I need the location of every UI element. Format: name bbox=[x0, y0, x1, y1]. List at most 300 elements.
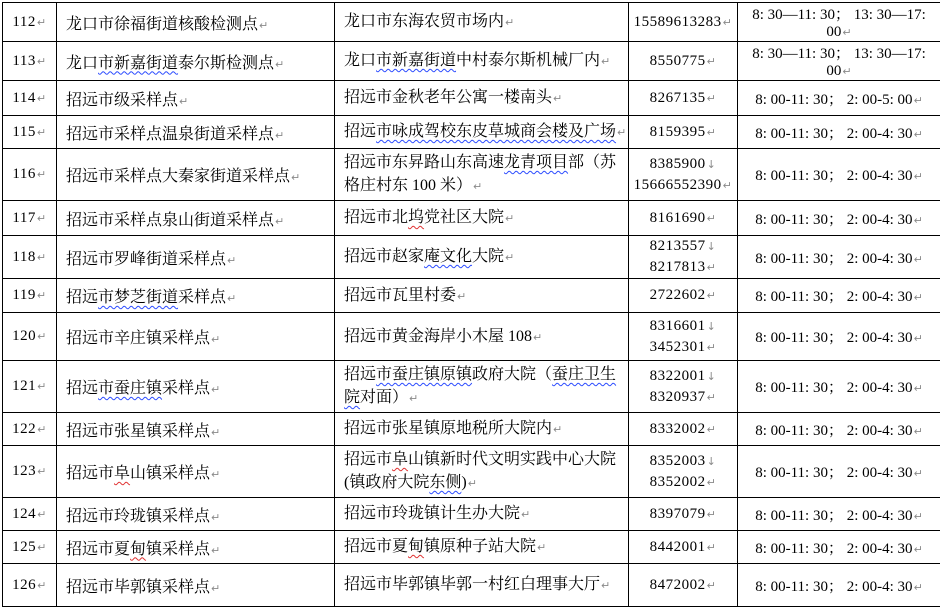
text-segment-blue-underline: 蚕庄卫生 bbox=[552, 366, 616, 383]
text-segment: 招远市毕郭镇采样点 bbox=[66, 579, 210, 596]
phone-cell bbox=[629, 201, 738, 236]
row-number-cell bbox=[3, 42, 57, 81]
row-number-cell bbox=[3, 149, 57, 201]
service-hours: 8: 00-11: 30； 2: 00-5: 00 bbox=[755, 92, 912, 108]
phone-number: 15666552390 bbox=[634, 177, 722, 193]
text-segment: 招远市赵家 bbox=[344, 248, 424, 265]
phone-line bbox=[629, 88, 737, 109]
address-line bbox=[344, 471, 628, 495]
paragraph-mark-icon: ↵ bbox=[707, 289, 717, 302]
phone-line bbox=[629, 208, 737, 229]
phone-line bbox=[629, 51, 737, 72]
row-number: 116 bbox=[12, 166, 35, 182]
phone-line bbox=[629, 285, 737, 306]
text-segment-blue-underline: 市新嘉街道 bbox=[98, 55, 178, 72]
site-name-cell bbox=[57, 361, 335, 413]
site-name-cell bbox=[57, 498, 335, 531]
row-number: 126 bbox=[12, 577, 36, 593]
phone-number: 8161690 bbox=[650, 210, 706, 226]
phone-line bbox=[629, 387, 737, 408]
phone-number: 8442001 bbox=[650, 539, 706, 555]
paragraph-mark-icon: ↵ bbox=[457, 290, 466, 303]
text-segment: 政府大院（ bbox=[472, 366, 552, 383]
text-segment-red-underline: 阜 bbox=[114, 465, 130, 482]
address-cell bbox=[335, 201, 629, 236]
phone-number: 8316601 bbox=[650, 318, 706, 334]
phone-cell bbox=[629, 3, 738, 42]
table-row bbox=[3, 564, 940, 607]
text-segment: 招远市采样点温泉街道采样点 bbox=[66, 126, 274, 143]
text-segment: 招远市东昇路山东高速 bbox=[344, 154, 504, 171]
testing-points-table bbox=[2, 2, 940, 607]
row-number-cell bbox=[3, 498, 57, 531]
site-name-cell bbox=[57, 564, 335, 607]
row-number-cell bbox=[3, 3, 57, 42]
text-segment-blue-underline: 市蚕庄镇 bbox=[98, 380, 162, 397]
site-name-cell bbox=[57, 279, 335, 313]
phone-cell bbox=[629, 81, 738, 116]
hours-cell bbox=[738, 313, 940, 361]
phone-number: 3452301 bbox=[650, 339, 706, 355]
line-break-mark-icon: ↓ bbox=[707, 320, 717, 333]
table-row bbox=[3, 531, 940, 564]
hours-cell bbox=[738, 149, 940, 201]
service-hours: 8: 00-11: 30； 2: 00-4: 30 bbox=[755, 541, 912, 557]
line-break-mark-icon: ↓ bbox=[707, 240, 717, 253]
table-row bbox=[3, 42, 940, 81]
text-segment: 招远 bbox=[344, 123, 376, 140]
phone-number: 15589613283 bbox=[634, 14, 722, 30]
table-row bbox=[3, 446, 940, 498]
phone-line bbox=[629, 472, 737, 493]
document-page bbox=[2, 2, 940, 607]
paragraph-mark-icon: ↵ bbox=[537, 541, 546, 554]
paragraph-mark-icon: ↵ bbox=[707, 391, 717, 404]
paragraph-mark-icon: ↵ bbox=[707, 92, 717, 105]
phone-number: 8217813 bbox=[650, 259, 706, 275]
paragraph-mark-icon: ↵ bbox=[211, 544, 220, 557]
hours-cell bbox=[738, 201, 940, 236]
text-segment: 中村泰尔斯机械厂内 bbox=[456, 52, 600, 69]
address-cell bbox=[335, 236, 629, 279]
text-segment: 镇原种子站大院 bbox=[424, 538, 536, 555]
paragraph-mark-icon: ↵ bbox=[553, 423, 562, 436]
paragraph-mark-icon: ↵ bbox=[37, 423, 47, 436]
phone-cell bbox=[629, 498, 738, 531]
phone-line bbox=[629, 316, 737, 337]
address-cell bbox=[335, 498, 629, 531]
text-segment: 招远市张星镇原地税所大院内 bbox=[344, 420, 552, 437]
address-line bbox=[344, 448, 628, 471]
paragraph-mark-icon: ↵ bbox=[37, 251, 47, 264]
table-row bbox=[3, 149, 940, 201]
text-segment: 采样点 bbox=[178, 289, 226, 306]
text-segment: 招远市采样点大秦家街道采样点 bbox=[66, 168, 290, 185]
text-segment-red-underline: 甸 bbox=[408, 538, 424, 555]
table-row bbox=[3, 81, 940, 116]
text-segment-red-underline: 坞 bbox=[408, 209, 424, 226]
row-number: 122 bbox=[12, 421, 36, 437]
text-segment: 招远市张星镇采样点 bbox=[66, 423, 210, 440]
table-row bbox=[3, 201, 940, 236]
phone-number: 8397079 bbox=[650, 506, 706, 522]
address-line bbox=[344, 573, 628, 597]
paragraph-mark-icon: ↵ bbox=[505, 251, 514, 264]
address-line bbox=[344, 151, 628, 174]
text-segment: 山镇新时代文明实践中心大院 bbox=[408, 451, 616, 468]
hours-cell bbox=[738, 498, 940, 531]
line-break-mark-icon: ↓ bbox=[707, 455, 717, 468]
service-hours: 8: 00-11: 30； 2: 00-4: 30 bbox=[755, 465, 912, 481]
service-hours: 8: 00-11: 30； 2: 00-4: 30 bbox=[755, 126, 912, 142]
paragraph-mark-icon: ↵ bbox=[275, 215, 284, 228]
text-segment: 招远市级采样点 bbox=[66, 92, 178, 109]
paragraph-mark-icon: ↵ bbox=[211, 511, 220, 524]
table-row bbox=[3, 3, 940, 42]
paragraph-mark-icon: ↵ bbox=[707, 55, 717, 68]
site-name-cell bbox=[57, 42, 335, 81]
paragraph-mark-icon: ↵ bbox=[37, 212, 47, 225]
site-name-cell bbox=[57, 313, 335, 361]
table-row bbox=[3, 413, 940, 446]
address-line bbox=[344, 174, 628, 198]
table-row bbox=[3, 236, 940, 279]
phone-number: 8322001 bbox=[650, 368, 706, 384]
paragraph-mark-icon: ↵ bbox=[723, 16, 733, 29]
phone-cell bbox=[629, 116, 738, 149]
phone-number: 8320937 bbox=[650, 389, 706, 405]
paragraph-mark-icon: ↵ bbox=[37, 92, 47, 105]
paragraph-mark-icon: ↵ bbox=[259, 19, 268, 32]
row-number-cell bbox=[3, 531, 57, 564]
row-number-cell bbox=[3, 236, 57, 279]
address-cell bbox=[335, 116, 629, 149]
phone-line bbox=[629, 236, 737, 257]
table-body bbox=[3, 3, 940, 607]
address-line bbox=[344, 386, 628, 410]
paragraph-mark-icon: ↵ bbox=[553, 92, 562, 105]
text-segment: 招远市金秋老年公寓一楼南头 bbox=[344, 89, 552, 106]
row-number: 113 bbox=[12, 53, 35, 69]
phone-cell bbox=[629, 413, 738, 446]
text-segment-blue-underline: 东侧 bbox=[429, 474, 461, 491]
text-segment: 山镇采样点 bbox=[130, 465, 210, 482]
text-segment: 龙口市东海农贸市场内 bbox=[344, 13, 504, 30]
hours-cell bbox=[738, 279, 940, 313]
text-segment: 招远市 bbox=[66, 465, 114, 482]
text-segment: 招远 bbox=[344, 366, 376, 383]
address-line bbox=[344, 284, 628, 308]
address-line bbox=[344, 363, 628, 386]
text-segment: 部（苏 bbox=[568, 154, 616, 171]
paragraph-mark-icon: ↵ bbox=[914, 94, 923, 107]
paragraph-mark-icon: ↵ bbox=[914, 332, 923, 345]
table-row bbox=[3, 361, 940, 413]
paragraph-mark-icon: ↵ bbox=[291, 171, 300, 184]
text-segment: 招远市辛庄镇采样点 bbox=[66, 330, 210, 347]
site-name-cell bbox=[57, 413, 335, 446]
phone-number: 8550775 bbox=[650, 53, 706, 69]
paragraph-mark-icon: ↵ bbox=[707, 541, 717, 554]
text-segment: 招远市罗峰街道采样点 bbox=[66, 251, 226, 268]
phone-number: 8159395 bbox=[650, 124, 706, 140]
paragraph-mark-icon: ↵ bbox=[601, 55, 610, 68]
address-cell bbox=[335, 3, 629, 42]
text-segment-blue-underline: 市蚕庄镇原镇 bbox=[376, 366, 472, 383]
text-segment: 泰尔斯检测点 bbox=[178, 55, 274, 72]
phone-line bbox=[629, 575, 737, 596]
text-segment-blue-underline: 龙青项目 bbox=[504, 154, 568, 171]
paragraph-mark-icon: ↵ bbox=[533, 331, 542, 344]
paragraph-mark-icon: ↵ bbox=[707, 423, 717, 436]
service-hours: 8: 30—11: 30； 13: 30—17: 00 bbox=[752, 7, 926, 40]
text-segment-red-underline: 甸 bbox=[130, 541, 146, 558]
phone-cell bbox=[629, 564, 738, 607]
hours-cell bbox=[738, 446, 940, 498]
paragraph-mark-icon: ↵ bbox=[707, 212, 717, 225]
text-segment: ) bbox=[461, 474, 466, 491]
row-number: 124 bbox=[12, 506, 36, 522]
hours-cell bbox=[738, 42, 940, 81]
address-cell bbox=[335, 149, 629, 201]
site-name-cell bbox=[57, 81, 335, 116]
paragraph-mark-icon: ↵ bbox=[617, 126, 626, 139]
row-number-cell bbox=[3, 564, 57, 607]
address-cell bbox=[335, 42, 629, 81]
line-break-mark-icon: ↓ bbox=[707, 370, 717, 383]
service-hours: 8: 00-11: 30； 2: 00-4: 30 bbox=[755, 508, 912, 524]
row-number: 119 bbox=[12, 287, 35, 303]
site-name-cell bbox=[57, 201, 335, 236]
paragraph-mark-icon: ↵ bbox=[468, 477, 477, 490]
phone-line bbox=[629, 504, 737, 525]
phone-line bbox=[629, 337, 737, 358]
address-cell bbox=[335, 361, 629, 413]
row-number-cell bbox=[3, 279, 57, 313]
text-segment: 招远 bbox=[66, 380, 98, 397]
service-hours: 8: 00-11: 30； 2: 00-4: 30 bbox=[755, 251, 912, 267]
service-hours: 8: 00-11: 30； 2: 00-4: 30 bbox=[755, 423, 912, 439]
site-name-cell bbox=[57, 149, 335, 201]
paragraph-mark-icon: ↵ bbox=[37, 380, 47, 393]
phone-line bbox=[629, 12, 737, 33]
text-segment: 招远市夏 bbox=[66, 541, 130, 558]
address-line bbox=[344, 417, 628, 441]
address-line bbox=[344, 535, 628, 559]
hours-cell bbox=[738, 116, 940, 149]
text-segment: 镇采样点 bbox=[146, 541, 210, 558]
paragraph-mark-icon: ↵ bbox=[601, 579, 610, 592]
text-segment: 党社区大院 bbox=[424, 209, 504, 226]
phone-number: 8267135 bbox=[650, 90, 706, 106]
hours-cell bbox=[738, 413, 940, 446]
site-name-cell bbox=[57, 236, 335, 279]
paragraph-mark-icon: ↵ bbox=[707, 508, 717, 521]
phone-line bbox=[629, 451, 737, 472]
phone-cell bbox=[629, 236, 738, 279]
paragraph-mark-icon: ↵ bbox=[227, 292, 236, 305]
text-segment: 招远市玲珑镇计生办大院 bbox=[344, 505, 520, 522]
paragraph-mark-icon: ↵ bbox=[211, 426, 220, 439]
text-segment: 龙口 bbox=[344, 52, 376, 69]
hours-cell bbox=[738, 81, 940, 116]
paragraph-mark-icon: ↵ bbox=[914, 382, 923, 395]
site-name-cell bbox=[57, 531, 335, 564]
text-segment: 格庄村东 100 米） bbox=[344, 177, 472, 194]
paragraph-mark-icon: ↵ bbox=[707, 341, 717, 354]
paragraph-mark-icon: ↵ bbox=[473, 180, 482, 193]
service-hours: 8: 00-11: 30； 2: 00-4: 30 bbox=[755, 212, 912, 228]
hours-cell bbox=[738, 361, 940, 413]
phone-cell bbox=[629, 361, 738, 413]
service-hours: 8: 00-11: 30； 2: 00-4: 30 bbox=[755, 380, 912, 396]
text-segment: 招远市黄金海岸小木屋 108 bbox=[344, 328, 532, 345]
paragraph-mark-icon: ↵ bbox=[914, 425, 923, 438]
row-number: 123 bbox=[12, 463, 36, 479]
paragraph-mark-icon: ↵ bbox=[37, 55, 47, 68]
row-number: 117 bbox=[12, 210, 35, 226]
paragraph-mark-icon: ↵ bbox=[37, 541, 47, 554]
paragraph-mark-icon: ↵ bbox=[37, 168, 47, 181]
text-segment: 大院 bbox=[472, 248, 504, 265]
paragraph-mark-icon: ↵ bbox=[707, 476, 717, 489]
address-line bbox=[344, 86, 628, 110]
phone-cell bbox=[629, 446, 738, 498]
text-segment-blue-underline: 庵文化 bbox=[424, 248, 472, 265]
paragraph-mark-icon: ↵ bbox=[211, 333, 220, 346]
paragraph-mark-icon: ↵ bbox=[707, 579, 717, 592]
text-segment-blue-underline: 院 bbox=[344, 389, 360, 406]
text-segment-blue-underline: 市新嘉街道 bbox=[376, 52, 456, 69]
row-number: 125 bbox=[12, 539, 36, 555]
address-line bbox=[344, 502, 628, 526]
site-name-cell bbox=[57, 446, 335, 498]
paragraph-mark-icon: ↵ bbox=[914, 253, 923, 266]
phone-cell bbox=[629, 279, 738, 313]
phone-number: 8385900 bbox=[650, 156, 706, 172]
text-segment-blue-underline: 市咏成驾校东皮草城商会楼及广场 bbox=[376, 123, 616, 140]
address-line bbox=[344, 10, 628, 34]
paragraph-mark-icon: ↵ bbox=[37, 330, 47, 343]
paragraph-mark-icon: ↵ bbox=[842, 26, 851, 39]
address-cell bbox=[335, 81, 629, 116]
service-hours: 8: 00-11: 30； 2: 00-4: 30 bbox=[755, 168, 912, 184]
table-row bbox=[3, 313, 940, 361]
paragraph-mark-icon: ↵ bbox=[37, 465, 47, 478]
text-segment: 招远市夏 bbox=[344, 538, 408, 555]
row-number: 118 bbox=[12, 249, 35, 265]
phone-line bbox=[629, 257, 737, 278]
phone-line bbox=[629, 122, 737, 143]
paragraph-mark-icon: ↵ bbox=[505, 16, 514, 29]
phone-cell bbox=[629, 313, 738, 361]
paragraph-mark-icon: ↵ bbox=[914, 291, 923, 304]
row-number-cell bbox=[3, 116, 57, 149]
address-line bbox=[344, 49, 628, 73]
text-segment: 招远市 bbox=[344, 451, 392, 468]
site-name-cell bbox=[57, 3, 335, 42]
service-hours: 8: 30—11: 30； 13: 30—17: 00 bbox=[752, 46, 926, 79]
paragraph-mark-icon: ↵ bbox=[914, 467, 923, 480]
row-number: 115 bbox=[12, 124, 35, 140]
paragraph-mark-icon: ↵ bbox=[914, 581, 923, 594]
address-line bbox=[344, 325, 628, 349]
hours-cell bbox=[738, 236, 940, 279]
address-cell bbox=[335, 413, 629, 446]
hours-cell bbox=[738, 531, 940, 564]
paragraph-mark-icon: ↵ bbox=[723, 179, 733, 192]
row-number: 112 bbox=[12, 14, 35, 30]
address-cell bbox=[335, 313, 629, 361]
table-row bbox=[3, 279, 940, 313]
text-segment-red-underline: 阜 bbox=[392, 451, 408, 468]
phone-cell bbox=[629, 531, 738, 564]
phone-line bbox=[629, 175, 737, 196]
paragraph-mark-icon: ↵ bbox=[275, 129, 284, 142]
text-segment: 招远市玲珑镇采样点 bbox=[66, 508, 210, 525]
paragraph-mark-icon: ↵ bbox=[37, 508, 47, 521]
address-line bbox=[344, 245, 628, 269]
paragraph-mark-icon: ↵ bbox=[37, 126, 47, 139]
row-number-cell bbox=[3, 446, 57, 498]
row-number-cell bbox=[3, 313, 57, 361]
paragraph-mark-icon: ↵ bbox=[914, 128, 923, 141]
phone-line bbox=[629, 419, 737, 440]
text-segment: 龙口 bbox=[66, 55, 98, 72]
text-segment: 对面） bbox=[360, 389, 408, 406]
row-number: 120 bbox=[12, 328, 36, 344]
address-cell bbox=[335, 531, 629, 564]
text-segment-blue-underline: 市梦芝街道 bbox=[98, 289, 178, 306]
phone-number: 8352002 bbox=[650, 474, 706, 490]
paragraph-mark-icon: ↵ bbox=[914, 543, 923, 556]
hours-cell bbox=[738, 3, 940, 42]
phone-number: 2722602 bbox=[650, 287, 706, 303]
phone-number: 8213557 bbox=[650, 238, 706, 254]
paragraph-mark-icon: ↵ bbox=[409, 392, 418, 405]
text-segment: 招远市瓦里村委 bbox=[344, 287, 456, 304]
row-number-cell bbox=[3, 81, 57, 116]
row-number-cell bbox=[3, 413, 57, 446]
table-row bbox=[3, 498, 940, 531]
address-line bbox=[344, 120, 628, 144]
phone-cell bbox=[629, 42, 738, 81]
row-number-cell bbox=[3, 201, 57, 236]
paragraph-mark-icon: ↵ bbox=[707, 261, 717, 274]
site-name-cell bbox=[57, 116, 335, 149]
paragraph-mark-icon: ↵ bbox=[914, 510, 923, 523]
row-number: 121 bbox=[12, 378, 36, 394]
hours-cell bbox=[738, 564, 940, 607]
paragraph-mark-icon: ↵ bbox=[914, 170, 923, 183]
phone-number: 8352003 bbox=[650, 453, 706, 469]
line-break-mark-icon: ↓ bbox=[707, 158, 717, 171]
paragraph-mark-icon: ↵ bbox=[211, 582, 220, 595]
text-segment: 招远市采样点泉山街道采样点 bbox=[66, 212, 274, 229]
address-line bbox=[344, 206, 628, 230]
paragraph-mark-icon: ↵ bbox=[707, 126, 717, 139]
text-segment: 招远 bbox=[66, 289, 98, 306]
paragraph-mark-icon: ↵ bbox=[227, 254, 236, 267]
table-row bbox=[3, 116, 940, 149]
phone-number: 8472002 bbox=[650, 577, 706, 593]
phone-line bbox=[629, 154, 737, 175]
row-number-cell bbox=[3, 361, 57, 413]
address-cell bbox=[335, 279, 629, 313]
paragraph-mark-icon: ↵ bbox=[211, 383, 220, 396]
address-cell bbox=[335, 564, 629, 607]
text-segment: 龙口市徐福街道核酸检测点 bbox=[66, 16, 258, 33]
